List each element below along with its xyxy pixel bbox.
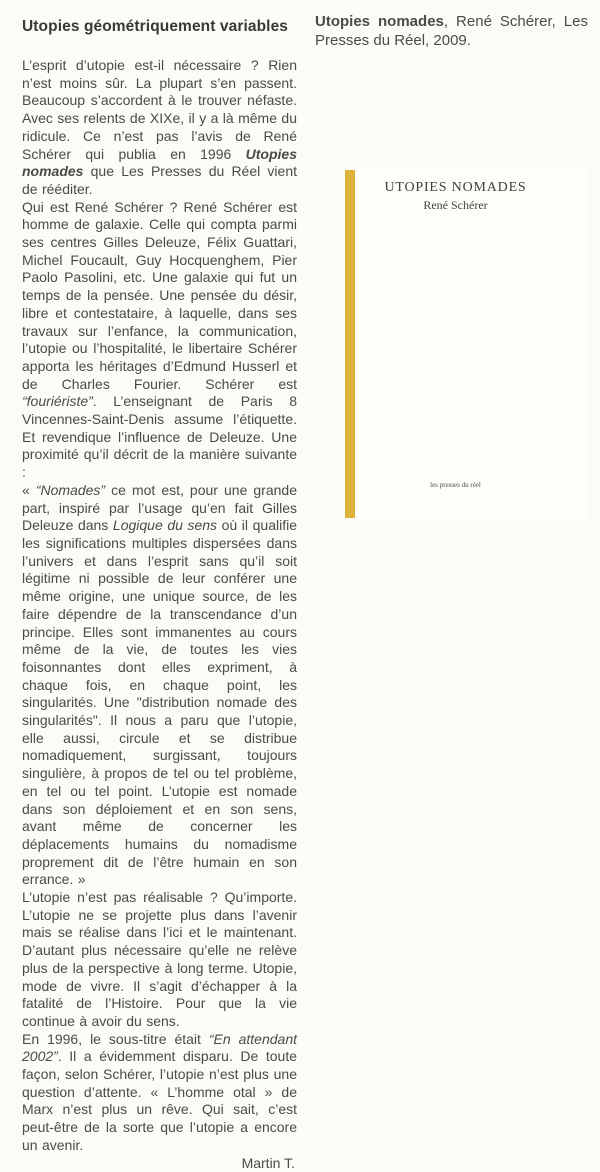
article-paragraph: Qui est René Schérer ? René Schérer est homme de galaxie. Celle qui compta parmi ses centres Gilles Deleuze, Félix Guattari, Michel Foucault, Guy Hocquenghem, Pier Paolo Pasolini, etc. Une galaxie qui fut un temps de la pensée. Une pensée du désir, libre et contestataire, à laquelle, dans ses travaux sur l’enfance, la communication, l’utopie ou l’hospitalité, le libertaire Schérer apporta les héritages d’Edmund Husserl et de Charles Fourier. Schérer est “fouriériste”. L’enseignant de Paris 8 Vincennes-Saint-Denis assume l’étiquette. Et revendique l’influence de Deleuze. Une proximité qu’il décrit de la manière suivante : <box>22 198 297 481</box>
article-paragraph: L’esprit d’utopie est-il nécessaire ? Rien n’est moins sûr. La plupart s’en passent. Beaucoup s’accordent à le trouver néfaste. Avec ses relents de XIXe, il y a là même du ridicule. Ce n’est pas l’avis de René Schérer qui publia en 1996 Utopies nomades que Les Presses du Réel vient de rééditer. <box>22 57 297 197</box>
article-title: Utopies géométriquement variables <box>22 18 289 35</box>
article-signature: Martin T. <box>241 1154 295 1171</box>
citation-column <box>315 12 588 50</box>
article-paragraph: « “Nomades” ce mot est, pour une grande part, inspiré par l’usage qu’en fait Gilles Deleuze dans Logique du sens où il qualifie les significations multiples dispersées dans l’univers et dans l’esprit sans qu’il soit légitime ni possible de leur conférer une même origine, une unique source, de les faire dépendre de la transcendance d’un principe. Elles sont immanentes au cours même de la vie, de toutes les vies foisonnantes dont elles expriment, à chaque fois, en chaque point, les singularités. Une "distribution nomade des singularités". Il nous a paru que l’utopie, elle aussi, circule et se distribue nomadiquement, surgissant, toujours singulière, à propos de tel ou tel problème, en tel ou tel point. L’utopie est nomade dans son déploiement et en son sens, avant même de concerner les déplacements humains du nomadisme proprement dit de l’être humain en son errance. » <box>22 481 297 888</box>
cover-spine-stripe <box>345 170 355 518</box>
article-column <box>22 18 297 1172</box>
cover-publisher-logo: les presses du réel <box>430 481 481 489</box>
citation-book-title: Utopies nomades <box>315 13 444 30</box>
citation-details: , René Schérer, Les Presses du Réel, 2009. <box>315 13 588 49</box>
article-paragraph: En 1996, le sous-titre était “En attendant 2002”. Il a évidemment disparu. De toute façon, selon Schérer, l’utopie n’est plus une question d’attente. « L’homme otal » de Marx n’est plus un rêve. Qui sait, c’est peut-être de la sorte que l’utopie a encore un avenir. <box>22 1030 298 1153</box>
article-paragraph: L’utopie n’est pas réalisable ? Qu’importe. L’utopie ne se projette plus dans l’avenir mais se réalise dans l’ici et le maintenant. D’autant plus nécessaire qu’elle ne relève plus de la perspective à long terme. Utopie, mode de vivre. Il s’agit d’échapper à la fatalité de l’Histoire. Pour que la vie continue à avoir du sens. <box>22 889 297 1029</box>
cover-title: UTOPIES NOMADES <box>384 180 527 195</box>
article-body <box>22 57 297 1155</box>
cover-author: René Schérer <box>423 198 488 212</box>
book-cover <box>344 168 589 520</box>
book-citation <box>315 12 588 50</box>
